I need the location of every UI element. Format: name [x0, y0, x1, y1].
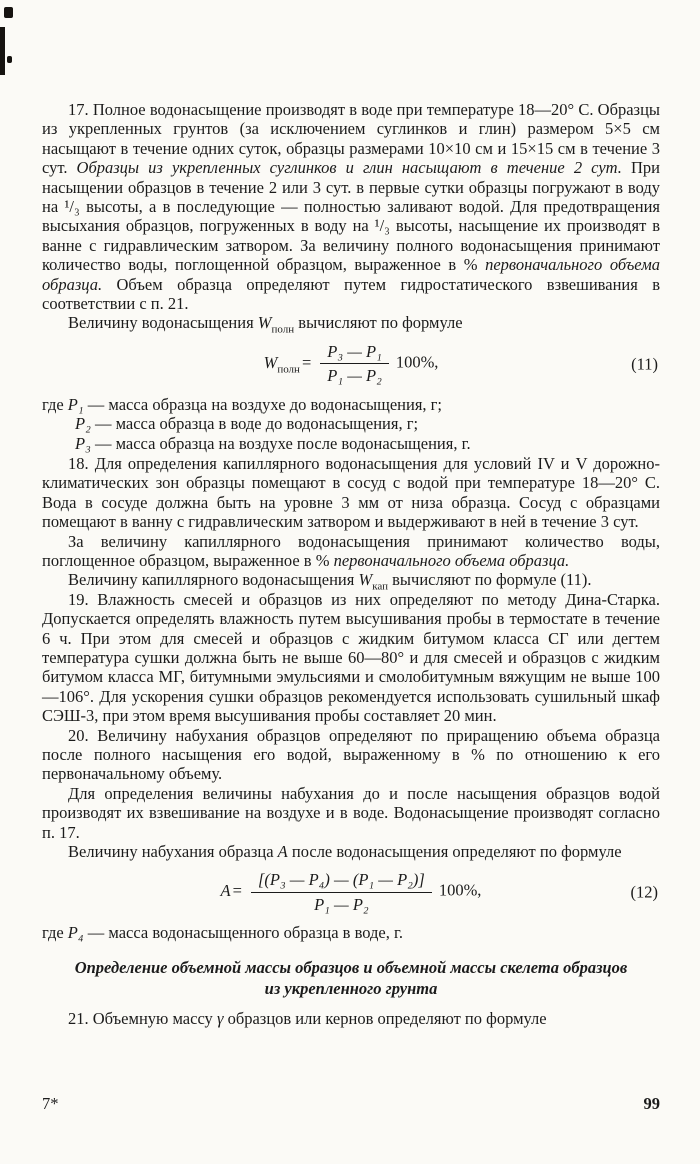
where-item [42, 414, 660, 433]
variable-subscript: полн [271, 323, 295, 336]
formula-lhs [263, 352, 314, 375]
where-item [42, 923, 660, 942]
formula-12-intro [42, 842, 660, 861]
variable-p3: P₃ [75, 433, 91, 453]
formula-suffix: 100%, [395, 352, 439, 372]
variable-p1: P₁ [67, 394, 84, 414]
paragraph-20: 20. Величину набухания образцов определяют по приращению объема образца после полного насыщения его водой, выраженному в % по отношению к его первоначальному объему. [42, 725, 660, 784]
paragraph-19: 19. Влажность смесей и образцов из них определяют по методу Дина-Старка. Допускается определять влажность путем высушивания пробы в термостате в течение 6 ч. При этом для смесей и образцов с жидким битумом класса СГ или дегтем температура сушки должна быть не выше 60—80° и для смесей и образцов с жидким битумом класса МГ, битумными эмульсиями и смолобитумным вяжущим не выше 100—106°. Для ускорения сушки образцов рекомендуется использовать сушильный шкаф СЭШ-3, при этом время высушивания пробы составляет 20 мин. [42, 589, 660, 726]
paragraph-18b [42, 532, 660, 571]
where-text: — масса образца на воздухе после водонасыщения, г. [90, 433, 471, 453]
where-item [42, 395, 660, 414]
text-block [42, 100, 660, 1028]
fraction-denominator: P₁ — P₂ [327, 366, 382, 386]
variable-a: A [220, 881, 231, 901]
paragraph-18: 18. Для определения капиллярного водонасыщения для условий IV и V дорожно-климатических зон образцы помещают в сосуд с водой при температуре 18—20° С. Вода в сосуде должна быть на уровне 3 мм от низа образца. Сосуд с образцами помещают в ванну с гидравлическим затвором и выдерживают в ней в течение 3 сут. [42, 453, 660, 532]
formula-12 [42, 870, 660, 914]
variable-w: W [263, 352, 278, 372]
variable-w: W [358, 570, 373, 590]
equation-number: (11) [631, 354, 658, 374]
paragraph-text: 21. Объемную массу [68, 1008, 217, 1028]
paragraph-text: Величину капиллярного водонасыщения [68, 570, 359, 590]
paragraph-text: вычисляют по формуле (11). [388, 570, 592, 590]
where-intro: где [42, 394, 68, 414]
where-intro: где [42, 923, 68, 943]
paragraph-17 [42, 100, 660, 313]
signature-mark: 7* [42, 1094, 59, 1113]
variable-subscript: кап [372, 580, 389, 593]
variable-gamma: γ [216, 1008, 224, 1028]
formula-11 [42, 342, 660, 386]
equation-number: (12) [630, 882, 658, 902]
formula-suffix: 100%, [438, 881, 482, 901]
variable-p2: P₂ [75, 414, 91, 434]
page-footer [42, 1094, 660, 1114]
formula-11-intro [42, 313, 660, 336]
where-text: — масса водонасыщенного образца в воде, г. [83, 923, 404, 943]
paragraph-text: При насыщении образцов в течение 2 или 3 сут. в первые сутки образцы погружают в воду на ¹/₃ высоты, а в последующие — полностью заливают водой. Для предотвращения высыхания образцов, погруженных в воду на ¹/₃ высоты, насыщение их производят в ванне с гидравлическим затвором. За величину полного водонасыщения принимают количество воды, поглощенной образцом, выраженное в % [42, 158, 661, 275]
paragraph-text: образцов или кернов определяют по формуле [223, 1008, 547, 1028]
formula-lhs [221, 881, 244, 900]
paragraph-text: За величину капиллярного водонасыщения принимают количество воды, поглощенное образцом, выраженное в % [42, 531, 660, 570]
variable-a: A [277, 842, 288, 862]
paragraph-text: вычисляют по формуле [294, 313, 463, 333]
where-clause-11 [42, 395, 660, 453]
where-text: — масса образца в воде до водонасыщения, г; [90, 414, 419, 434]
where-clause-12 [42, 923, 660, 942]
equals-sign: = [232, 881, 242, 901]
section-heading: Определение объемной массы образцов и объемной массы скелета образцов из укрепленного грунта [74, 957, 628, 998]
page-number: 99 [643, 1094, 660, 1113]
paragraph-text: после водонасыщения определяют по формуле [287, 842, 622, 862]
paragraph-text: Величину набухания образца [68, 842, 278, 862]
paragraph-text: Величину водонасыщения [68, 313, 258, 333]
paragraph-text: 17. Полное водонасыщение производят в воде при температуре 18—20° С. Образцы из укрепленных грунтов (за исключением суглинков и глин) размером 5×5 см насыщают в течение одних суток, образцы размерами 10×10 см и 15×15 см в течение 3 сут. [42, 100, 660, 178]
variable-subscript: полн [277, 362, 300, 375]
fraction-denominator: P₁ — P₂ [314, 894, 369, 914]
equals-sign: = [301, 352, 312, 372]
scan-artifact [0, 27, 5, 75]
fraction [320, 342, 389, 386]
where-text: — масса образца на воздухе до водонасыщения, г; [83, 394, 443, 414]
scan-artifact [4, 7, 13, 18]
paragraph-capillary-formula [42, 570, 660, 593]
emphasis-text: первоначального объема образца. [333, 550, 570, 570]
where-item [42, 434, 660, 453]
fraction-numerator: P₃ — P₁ [320, 342, 389, 364]
variable-w: W [257, 313, 272, 333]
emphasis-text: первоначального объема образца. [42, 255, 660, 294]
paragraph-text: Объем образца определяют путем гидростатического взвешивания в соответствии с п. 21. [42, 274, 660, 314]
scan-artifact [7, 56, 12, 63]
fraction [251, 870, 432, 914]
variable-p4: P₄ [67, 923, 84, 943]
paragraph-20b: Для определения величины набухания до и после насыщения образцов водой производят их взвешивание на воздухе и в воде. Водонасыщение производят согласно п. 17. [42, 783, 660, 842]
paragraph-21 [42, 1009, 660, 1028]
emphasis-text: Образцы из укрепленных суглинков и глин насыщают в течение 2 сут. [76, 158, 622, 178]
fraction-numerator: [(P₃ — P₄) — (P₁ — P₂)] [251, 870, 432, 892]
